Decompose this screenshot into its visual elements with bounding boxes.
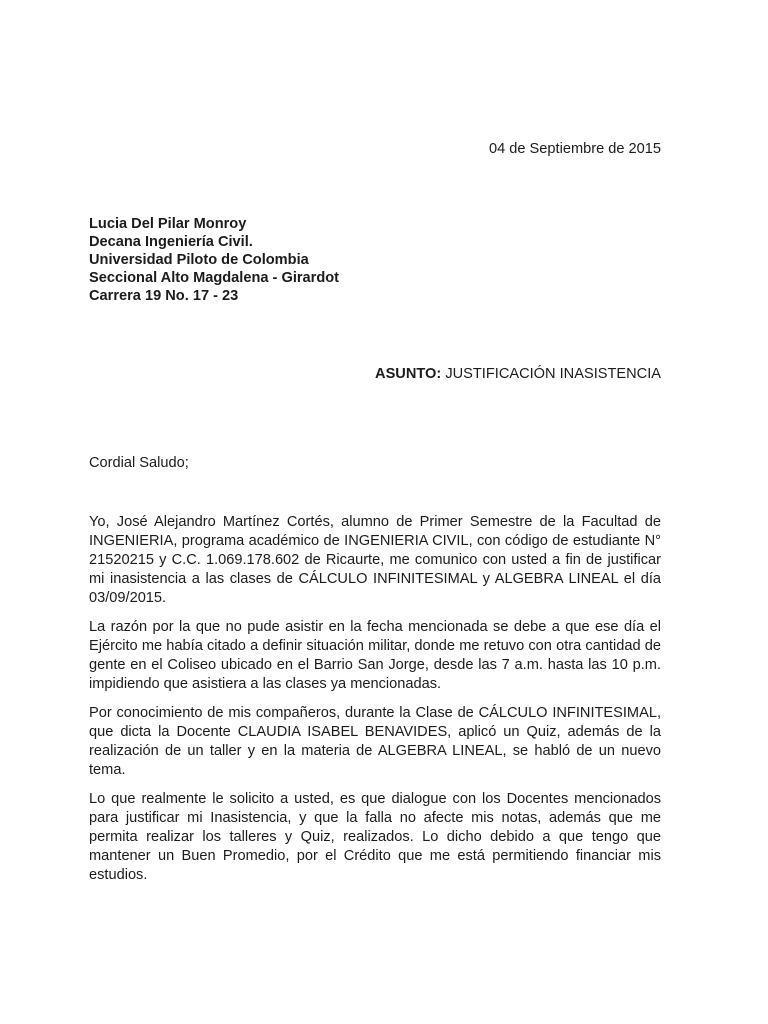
recipient-block	[89, 215, 339, 305]
recipient-name: Lucia Del Pilar Monroy	[89, 216, 247, 232]
subject-text: JUSTIFICACIÓN INASISTENCIA	[445, 366, 661, 382]
subject-label: ASUNTO:	[375, 366, 442, 382]
letter-body	[89, 513, 661, 895]
recipient-address: Carrera 19 No. 17 - 23	[89, 288, 239, 304]
body-paragraph-4: Lo que realmente le solicito a usted, es que dialogue con los Docentes mencionados para justificar mi Inasistencia, y que la falla no afecte mis notas, además que me permita realizar los talleres y Quiz, realizados. Lo dicho debido a que tengo que mantener un Buen Promedio, por el Crédito que me está permitiendo financiar mis estudios.	[89, 791, 661, 883]
body-paragraph-1: Yo, José Alejandro Martínez Cortés, alumno de Primer Semestre de la Facultad de INGENIERIA, programa académico de INGENIERIA CIVIL, con código de estudiante N° 21520215 y C.C. 1.069.178.602 de Ricaurte, me comunico con usted a fin de justificar mi inasistencia a las clases de CÁLCULO INFINITESIMAL y ALGEBRA LINEAL el día 03/09/2015.	[89, 514, 661, 606]
letter-date: 04 de Septiembre de 2015	[488, 141, 661, 157]
recipient-title: Decana Ingeniería Civil.	[89, 234, 253, 250]
body-paragraph-3: Por conocimiento de mis compañeros, durante la Clase de CÁLCULO INFINITESIMAL, que dicta la Docente CLAUDIA ISABEL BENAVIDES, aplicó un Quiz, además de la realización de un taller y en la materia de ALGEBRA LINEAL, se habló de un nuevo tema.	[89, 705, 661, 778]
body-paragraph-2: La razón por la que no pude asistir en la fecha mencionada se debe a que ese día el Ejército me había citado a definir situación militar, donde me retuvo con otra cantidad de gente en el Coliseo ubicado en el Barrio San Jorge, desde las 7 a.m. hasta las 10 p.m. impidiendo que asistiera a las clases ya mencionadas.	[89, 619, 661, 692]
recipient-campus: Seccional Alto Magdalena - Girardot	[89, 270, 340, 286]
greeting: Cordial Saludo;	[89, 455, 189, 471]
subject-line	[375, 365, 661, 384]
recipient-institution: Universidad Piloto de Colombia	[89, 252, 309, 268]
